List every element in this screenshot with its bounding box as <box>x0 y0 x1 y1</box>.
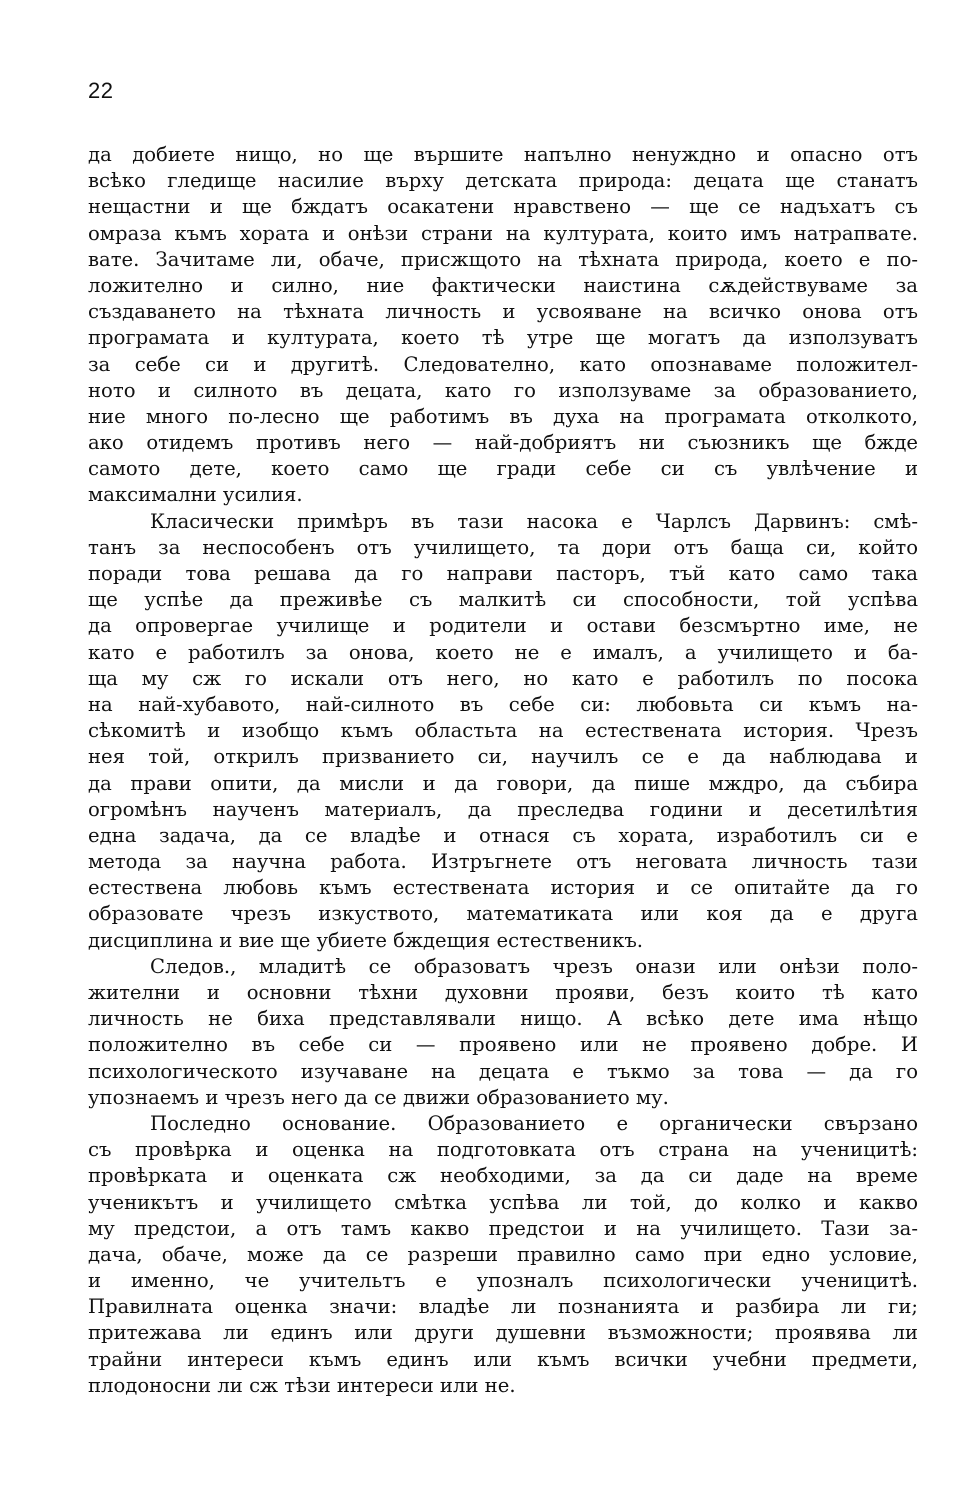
text-line: да опровергае училище и родители и остави безсмъртно име, не <box>88 614 918 638</box>
text-line: като е работилъ за онова, което не е ималъ, а училището и ба- <box>88 640 918 664</box>
text-line: притежава ли единъ или други душевни възможности; проявява ли <box>88 1321 918 1345</box>
paragraph <box>88 954 918 1111</box>
text-line: Правилната оценка значи: владѣе ли познанията и разбира ли ги; <box>88 1295 918 1319</box>
text-line: жителни и основни тѣхни духовни прояви, безъ които тѣ като <box>88 981 918 1004</box>
page-number: 22 <box>88 78 114 103</box>
text-line: всѣко гледище насилие върху детската природа: децата ще станатъ <box>88 169 918 193</box>
text-line: на най-хубавото, най-силното въ себе си: любовьта си къмъ на- <box>88 692 918 716</box>
text-line: метода за научна работа. Изтръгнете отъ неговата личность тази <box>88 850 918 874</box>
text-line: танъ за неспособенъ отъ училището, та дори отъ баща си, който <box>88 535 918 559</box>
text-line: поради това решава да го направи пасторъ, тъй като само така <box>88 562 918 585</box>
text-line: нея той, открилъ призванието си, научилъ се е да наблюдава и <box>88 745 918 769</box>
text-line: максимални усилия. <box>88 483 303 507</box>
text-line: плодоносни ли сж тѣзи интереси или не. <box>88 1373 516 1397</box>
text-line: да прави опити, да мисли и да говори, да пише мждро, да събира <box>88 771 918 795</box>
text-line: дача, обаче, може да се разреши правилно само при едно условие, <box>88 1242 918 1266</box>
text-line: съ провѣрка и оценка на подготовката отъ страна на ученицитѣ: <box>88 1138 918 1162</box>
text-line: огромѣнъ наученъ материалъ, да преследва години и десетилѣтия <box>88 797 918 821</box>
text-line: създаването на тѣхната личность и усвояване на всичко онова отъ <box>88 300 918 324</box>
text-line: трайни интереси къмъ единъ или къмъ всички учебни предмети, <box>88 1347 918 1371</box>
paragraph <box>88 142 918 509</box>
paragraph <box>88 509 918 954</box>
text-line: програмата и културата, което тѣ утре ще могатъ да използуватъ <box>88 326 918 350</box>
text-line: ложително и силно, ние фактически наистина сѫдействуваме за <box>88 273 918 297</box>
text-line: Класически примѣръ въ тази насока е Чарлсъ Дарвинъ: смѣ- <box>150 509 918 533</box>
text-line: ученикътъ и училището смѣтка успѣва ли той, до колко и какво <box>88 1190 918 1214</box>
text-line: една задача, да се владѣе и отнася съ хората, изработилъ си е <box>88 823 918 847</box>
text-line: психологическото изучаване на децата е тъкмо за това — да го <box>88 1059 918 1083</box>
paragraph <box>88 1111 918 1399</box>
text-line: ние много по-лесно ще работимъ въ духа на програмата отколкото, <box>88 404 918 428</box>
body-text <box>88 142 918 1399</box>
text-line: ако отидемъ противъ него — най-добриятъ ни съюзникъ ще бжде <box>88 431 918 455</box>
text-line: положително въ себе си — проявено или не проявено добре. И <box>88 1033 918 1057</box>
text-line: дисциплина и вие ще убиете бждещия естественикъ. <box>88 928 644 952</box>
text-line: нещастни и ще бждатъ осакатени нравствено — ще се надъхатъ съ <box>88 195 918 219</box>
text-line: Последно основание. Образованието е органически свързано <box>150 1111 918 1135</box>
text-line: омраза къмъ хората и онѣзи страни на културата, които имъ натрапвате. <box>88 221 918 245</box>
text-line: провѣрката и оценката сж необходими, за да си даде на време <box>88 1164 918 1188</box>
text-line: естествена любовь къмъ естествената история и се опитайте да го <box>88 876 918 900</box>
text-line: вате. Зачитаме ли, обаче, присжщото на тѣхната природа, което е по- <box>88 247 918 271</box>
text-line: и именно, че учительтъ е упозналъ психологически ученицитѣ. <box>88 1269 918 1293</box>
text-line: ното и силното въ децата, като го използуваме за образованието, <box>88 378 918 402</box>
text-line: сѣкомитѣ и изобщо къмъ областьта на естествената история. Чрезъ <box>88 719 918 743</box>
text-line: Следов., младитѣ се образоватъ чрезъ онази или онѣзи поло- <box>150 954 918 978</box>
text-line: упознаемъ и чрезъ него да се движи образованието му. <box>88 1085 669 1109</box>
text-line: личность не биха представлявали нищо. А всѣко дете има нѣщо <box>88 1007 918 1031</box>
text-line: ща му сж го искали отъ него, но като е работилъ по посока <box>88 666 918 690</box>
text-line: самото дете, което само ще гради себе си съ увлѣчение и <box>88 457 918 481</box>
text-line: ще успѣе да преживѣе съ малкитѣ си способности, той успѣва <box>88 588 918 612</box>
text-line: за себе си и другитѣ. Следователно, като опознаваме положител- <box>88 352 918 376</box>
text-line: му предстои, а отъ тамъ какво предстои и на училището. Тази за- <box>88 1216 918 1240</box>
text-line: да добиете нищо, но ще вършите напълно ненуждно и опасно отъ <box>88 143 918 166</box>
text-line: образовате чрезъ изкуството, математиката или коя да е друга <box>88 902 918 926</box>
